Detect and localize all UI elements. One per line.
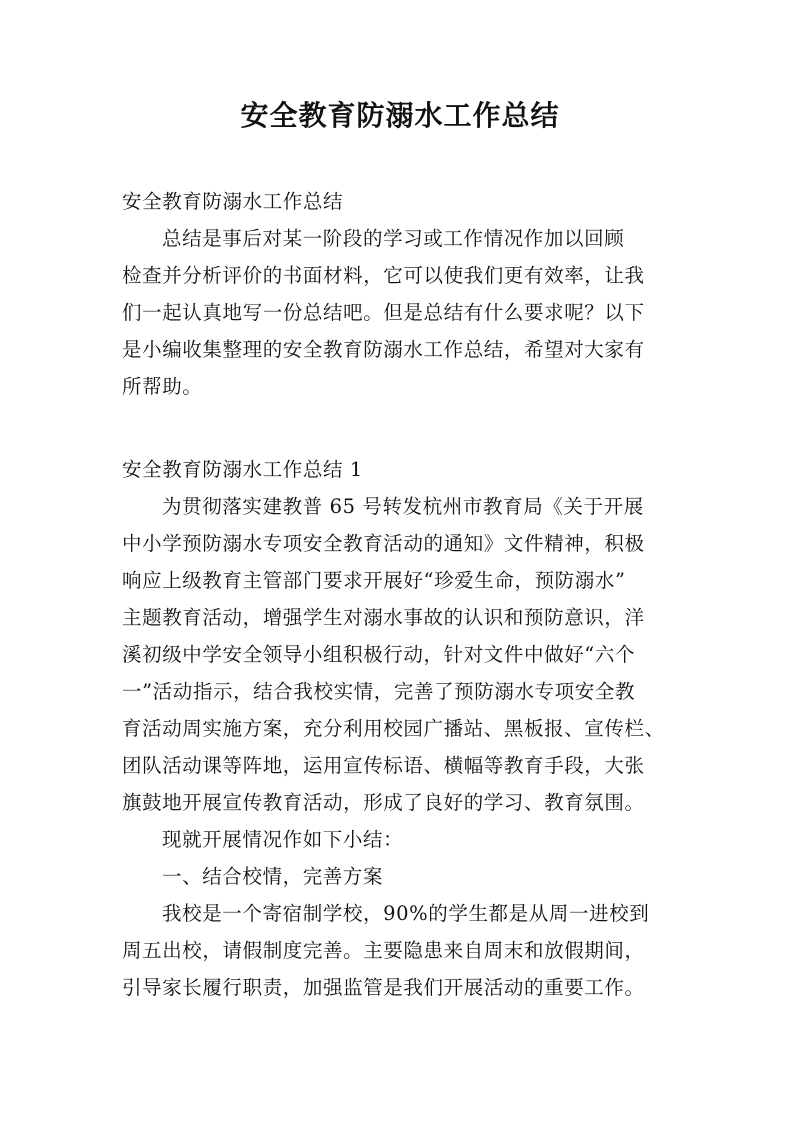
paragraph-line: 团队活动课等阵地，运用宣传标语、横幅等教育手段，大张 — [122, 754, 645, 777]
paragraph-line: 主题教育活动，增强学生对溺水事故的认识和预防意识，洋 — [122, 606, 645, 629]
intro-line: 们一起认真地写一份总结吧。但是总结有什么要求呢？以下 — [122, 301, 645, 324]
subheading: 一、结合校情，完善方案 — [162, 865, 384, 888]
paragraph-line: 引导家长履行职责，加强监管是我们开展活动的重要工作。 — [122, 976, 645, 999]
paragraph-line: 育活动周实施方案，充分利用校园广播站、黑板报、宣传栏、 — [122, 717, 665, 740]
paragraph-line: 旗鼓地开展宣传教育活动，形成了良好的学习、教育氛围。 — [122, 791, 645, 814]
section-1-heading: 安全教育防溺水工作总结 1 — [122, 458, 363, 481]
paragraph-line: 响应上级教育主管部门要求开展好“珍爱生命，预防溺水” — [122, 569, 626, 592]
paragraph-line: 中小学预防溺水专项安全教育活动的通知》文件精神，积极 — [122, 532, 645, 555]
intro-line: 总结是事后对某一阶段的学习或工作情况作加以回顾 — [162, 227, 625, 250]
intro-section — [122, 183, 694, 405]
paragraph-line: 一”活动指示，结合我校实情，完善了预防溺水专项安全教 — [122, 680, 636, 703]
section-1 — [122, 451, 694, 1006]
paragraph-line: 溪初级中学安全领导小组积极行动，针对文件中做好“六个 — [122, 643, 636, 666]
intro-heading: 安全教育防溺水工作总结 — [122, 190, 344, 213]
intro-line: 所帮助。 — [122, 375, 203, 398]
summary-intro-line: 现就开展情况作如下小结： — [162, 828, 404, 851]
paragraph-line: 我校是一个寄宿制学校，90%的学生都是从周一进校到 — [162, 902, 650, 925]
paragraph-line: 为贯彻落实建教普 65 号转发杭州市教育局《关于开展 — [162, 495, 644, 518]
document-title: 安全教育防溺水工作总结 — [240, 99, 560, 132]
paragraph-line: 周五出校，请假制度完善。主要隐患来自周末和放假期间， — [122, 939, 645, 962]
intro-line: 是小编收集整理的安全教育防溺水工作总结，希望对大家有 — [122, 338, 645, 361]
intro-line: 检查并分析评价的书面材料，它可以使我们更有效率，让我 — [122, 264, 645, 287]
